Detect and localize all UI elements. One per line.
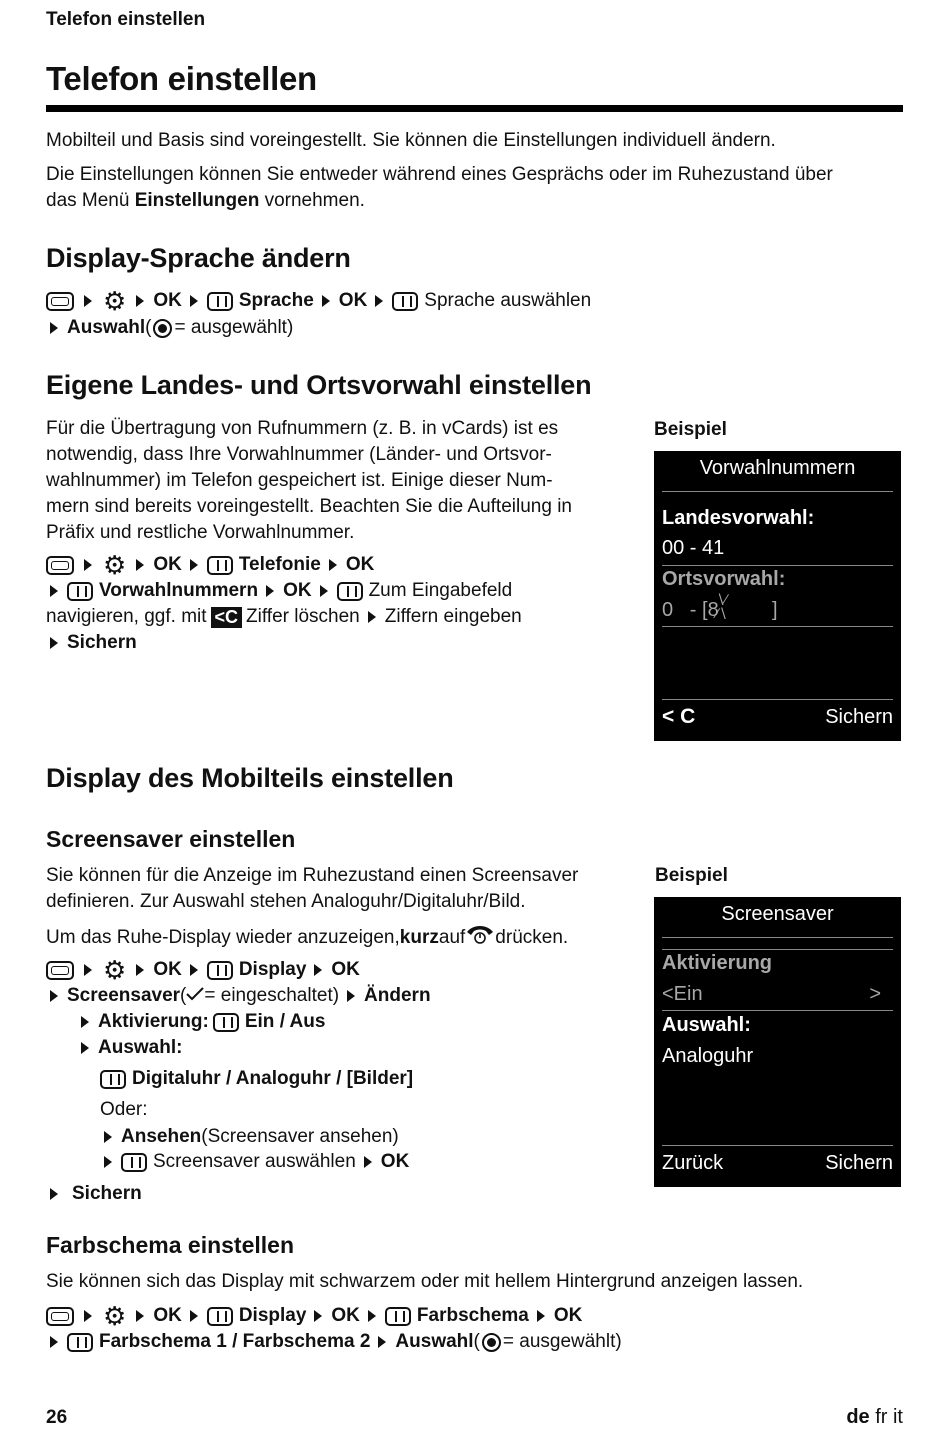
gear-icon: ⚙ bbox=[103, 285, 127, 316]
arrow-icon bbox=[136, 295, 144, 307]
cursor-blink-icon: ∖∕ ∕∖ bbox=[716, 591, 728, 621]
screen-activation-label: Aktivierung bbox=[662, 952, 773, 974]
screen-local-code-label: Ortsvorwahl: bbox=[662, 568, 786, 590]
steps-color-line-2: Farbschema 1 / Farbschema 2 Auswahl ( = ausgewählt) bbox=[46, 1329, 622, 1355]
heading-color-scheme: Farbschema einstellen bbox=[46, 1232, 294, 1258]
arrow-icon bbox=[190, 559, 198, 571]
arrow-icon bbox=[136, 964, 144, 976]
screen-country-code-value: 00 - 41 bbox=[662, 537, 725, 559]
screen-country-code-label: Landesvorwahl: bbox=[662, 507, 815, 529]
heading-handset-display: Display des Mobilteils einstellen bbox=[46, 763, 454, 793]
screensaver-paragraph-1: Sie können für die Anzeige im Ruhezustand einen Screensaver definieren. Zur Auswahl stehen Analoguhr/Digitaluhr/Bild. bbox=[46, 865, 579, 912]
steps-screensaver-selection: Auswahl: bbox=[77, 1035, 182, 1061]
arrow-icon bbox=[50, 322, 58, 334]
screen-title: Screensaver bbox=[721, 903, 834, 925]
arrow-icon bbox=[364, 1156, 372, 1168]
steps-screensaver-options: Digitaluhr / Analoguhr / [Bilder] bbox=[100, 1066, 413, 1092]
end-call-key-icon bbox=[465, 923, 495, 953]
arrow-icon bbox=[84, 295, 92, 307]
screen-save-softkey: Sichern bbox=[825, 1152, 893, 1174]
example-screen-screensaver bbox=[654, 897, 901, 1187]
steps-screensaver-view: Ansehen (Screensaver ansehen) bbox=[100, 1124, 399, 1150]
arrow-icon bbox=[320, 585, 328, 597]
gear-icon: ⚙ bbox=[103, 954, 127, 985]
arrow-icon bbox=[104, 1131, 112, 1143]
arrow-icon bbox=[347, 990, 355, 1002]
arrow-icon bbox=[50, 1188, 58, 1200]
arrow-icon bbox=[375, 295, 383, 307]
steps-screensaver-choose: Screensaver auswählen OK bbox=[100, 1149, 409, 1175]
example-label: Beispiel bbox=[655, 865, 728, 886]
color-scheme-paragraph: Sie können sich das Display mit schwarzem oder mit hellem Hintergrund anzeigen lassen. bbox=[46, 1271, 804, 1292]
arrow-icon bbox=[314, 964, 322, 976]
arrow-icon bbox=[50, 637, 58, 649]
example-screen-area-codes bbox=[654, 451, 901, 741]
arrow-icon bbox=[104, 1156, 112, 1168]
menu-key-icon bbox=[46, 961, 74, 980]
menu-key-icon bbox=[46, 1307, 74, 1326]
menu-key-icon bbox=[46, 292, 74, 311]
checkmark-icon bbox=[186, 983, 204, 1009]
screen-next-arrow: > bbox=[869, 983, 881, 1005]
navigation-key-icon bbox=[100, 1070, 126, 1089]
navigation-key-icon bbox=[213, 1013, 239, 1032]
language-indicator: de fr it bbox=[846, 1406, 903, 1428]
screen-local-code-value: 0 - [8 bbox=[662, 599, 719, 621]
arrow-icon bbox=[136, 559, 144, 571]
heading-screensaver: Screensaver einstellen bbox=[46, 826, 296, 852]
arrow-icon bbox=[190, 964, 198, 976]
screensaver-paragraph-2: Um das Ruhe-Display wieder anzuzeigen, kurz auf drücken. bbox=[46, 923, 568, 953]
steps-screensaver-line-1: ⚙ OK Display OK bbox=[46, 957, 360, 983]
arrow-icon bbox=[329, 559, 337, 571]
arrow-icon bbox=[81, 1042, 89, 1054]
screen-activation-value: <Ein bbox=[662, 983, 703, 1005]
title-rule bbox=[46, 105, 903, 112]
navigation-key-icon bbox=[121, 1153, 147, 1172]
gear-icon: ⚙ bbox=[103, 549, 127, 580]
navigation-key-icon bbox=[207, 292, 233, 311]
screen-title: Vorwahlnummern bbox=[699, 457, 856, 479]
steps-color-line-1: ⚙ OK Display OK Farbschema OK bbox=[46, 1303, 582, 1329]
heading-display-language: Display-Sprache ändern bbox=[46, 243, 351, 273]
steps-area-code-line-4: Sichern bbox=[46, 630, 137, 656]
page-number: 26 bbox=[46, 1407, 68, 1428]
arrow-icon bbox=[81, 1016, 89, 1028]
arrow-icon bbox=[50, 1336, 58, 1348]
example-label: Beispiel bbox=[654, 419, 727, 440]
arrow-icon bbox=[322, 295, 330, 307]
arrow-icon bbox=[314, 1310, 322, 1322]
arrow-icon bbox=[190, 1310, 198, 1322]
arrow-icon bbox=[378, 1336, 386, 1348]
arrow-icon bbox=[84, 559, 92, 571]
arrow-icon bbox=[368, 1310, 376, 1322]
navigation-key-icon bbox=[337, 582, 363, 601]
screen-local-code-bracket: ] bbox=[772, 599, 778, 621]
steps-screensaver-activation: Aktivierung: Ein / Aus bbox=[77, 1009, 325, 1035]
steps-area-code-line-2: Vorwahlnummern OK Zum Eingabefeld bbox=[46, 578, 512, 604]
screen-save-softkey: Sichern bbox=[825, 706, 893, 728]
screen-back-softkey: Zurück bbox=[662, 1152, 724, 1174]
steps-screensaver-line-2: Screensaver ( = eingeschaltet) Ändern bbox=[46, 983, 431, 1009]
page-title: Telefon einstellen bbox=[46, 60, 317, 97]
radio-selected-icon bbox=[153, 319, 172, 338]
steps-screensaver-or: Oder: bbox=[100, 1099, 148, 1120]
steps-area-code-line-1: ⚙ OK Telefonie OK bbox=[46, 552, 374, 578]
navigation-key-icon bbox=[67, 582, 93, 601]
menu-key-icon bbox=[46, 556, 74, 575]
heading-area-code: Eigene Landes- und Ortsvorwahl einstellen bbox=[46, 370, 592, 400]
navigation-key-icon bbox=[385, 1307, 411, 1326]
arrow-icon bbox=[50, 990, 58, 1002]
navigation-key-icon bbox=[392, 292, 418, 311]
navigation-key-icon bbox=[207, 556, 233, 575]
arrow-icon bbox=[136, 1310, 144, 1322]
clear-key-icon: <C bbox=[211, 607, 243, 628]
arrow-icon bbox=[266, 585, 274, 597]
screen-selection-label: Auswahl: bbox=[662, 1014, 751, 1036]
navigation-key-icon bbox=[67, 1333, 93, 1352]
steps-language-line-2: Auswahl ( = ausgewählt) bbox=[46, 315, 293, 341]
gear-icon: ⚙ bbox=[103, 1300, 127, 1331]
area-code-paragraph: Für die Übertragung von Rufnummern (z. B. in vCards) ist es notwendig, dass Ihre Vorwahlnummer (Länder- und Ortsvor- wahlnummer) im Telefon gespeichert ist. Einige dieser Num- mern sind bereits voreingestellt. Beachten Sie die Aufteilung in Präfix und restliche Vorwahlnummer. bbox=[46, 418, 572, 543]
arrow-icon bbox=[190, 295, 198, 307]
navigation-key-icon bbox=[207, 961, 233, 980]
arrow-icon bbox=[537, 1310, 545, 1322]
arrow-icon bbox=[368, 611, 376, 623]
arrow-icon bbox=[84, 964, 92, 976]
steps-language-line-1: ⚙ OK Sprache OK Sprache auswählen bbox=[46, 288, 591, 314]
running-header: Telefon einstellen bbox=[46, 9, 206, 30]
screen-selection-value: Analoguhr bbox=[662, 1045, 754, 1067]
steps-screensaver-save: Sichern bbox=[46, 1181, 142, 1207]
intro-paragraph-1: Mobilteil und Basis sind voreingestellt. Sie können die Einstellungen individuell ändern. bbox=[46, 130, 776, 151]
radio-selected-icon bbox=[482, 1333, 501, 1352]
screen-clear-softkey: < C bbox=[662, 705, 696, 728]
intro-paragraph-2: Die Einstellungen können Sie entweder während eines Gesprächs oder im Ruhezustand über das Menü Einstellungen vornehmen. bbox=[46, 164, 833, 211]
arrow-icon bbox=[84, 1310, 92, 1322]
arrow-icon bbox=[50, 585, 58, 597]
steps-area-code-line-3: navigieren, ggf. mit <C Ziffer löschen Ziffern eingeben bbox=[46, 606, 522, 627]
navigation-key-icon bbox=[207, 1307, 233, 1326]
